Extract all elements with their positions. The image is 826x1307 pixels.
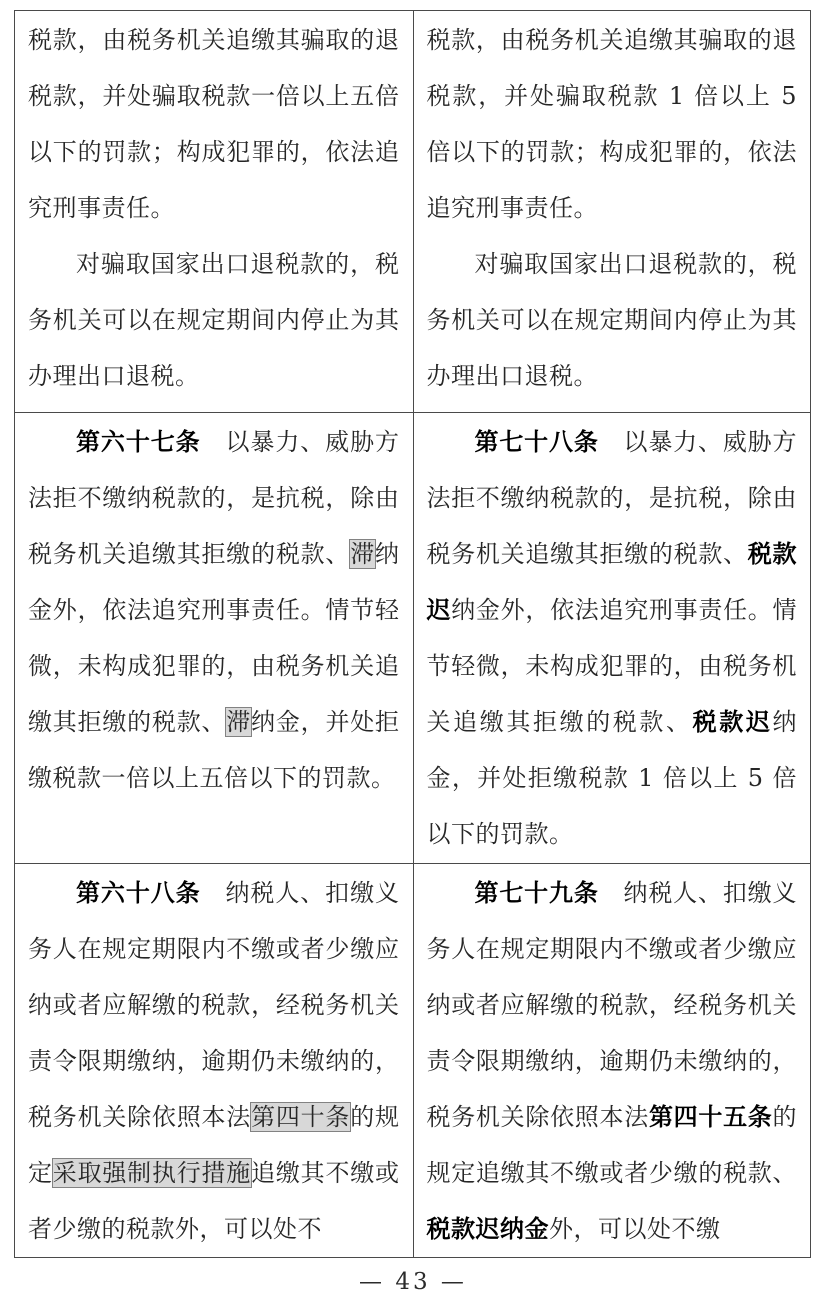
article-number: 第六十七条 [76, 427, 201, 456]
text-run: 以暴力、威胁方法拒不缴纳税款的，是抗税，除由税务机关追缴其拒缴的税款、 [426, 428, 798, 568]
paragraph [427, 414, 798, 862]
article-number: 第七十九条 [474, 878, 599, 907]
highlighted-text: 滞 [350, 540, 376, 568]
article-number: 第六十八条 [76, 878, 201, 907]
text-run: 纳金外，依法追究刑事责任。情节轻微，未构成犯罪的，由税务机关追缴其拒缴的税款、 [426, 596, 798, 736]
bold-text: 税款迟纳金 [426, 1214, 549, 1243]
law-comparison-table [14, 10, 811, 1258]
text-run: 对骗取国家出口退税款的，税务机关可以在规定期间内停止为其办理出口退税。 [426, 250, 797, 390]
bold-text: 税款迟 [692, 707, 773, 736]
highlighted-text: 第四十条 [251, 1103, 351, 1131]
old-text-cell [15, 11, 413, 412]
new-text-cell [413, 413, 811, 863]
text-run: 的规定 [28, 1103, 400, 1187]
paragraph [427, 236, 798, 404]
paragraph [28, 236, 400, 404]
highlighted-text: 采取强制执行措施 [52, 1159, 252, 1187]
text-run: 对骗取国家出口退税款的，税务机关可以在规定期间内停止为其办理出口退税。 [28, 250, 400, 390]
paragraph [28, 414, 400, 806]
text-run: 纳税人、扣缴义务人在规定期限内不缴或者少缴应纳或者应解缴的税款，经税务机关责令限期缴纳，逾期仍未缴纳的，税务机关除依照本法 [28, 879, 400, 1131]
article-number: 第七十八条 [474, 427, 599, 456]
text-run: 追缴其不缴或者少缴的税款外，可以处不 [28, 1159, 400, 1243]
bold-text: 第四十五条 [648, 1102, 773, 1131]
new-text-cell [413, 864, 811, 1257]
paragraph [28, 865, 400, 1257]
page-number: — 43 — [359, 1269, 467, 1295]
old-text-cell [15, 413, 413, 863]
new-text-cell [413, 11, 811, 412]
text-run: 税款，由税务机关追缴其骗取的退税款，并处骗取税款一倍以上五倍以下的罚款；构成犯罪的，依法追究刑事责任。 [28, 26, 400, 222]
paragraph [427, 865, 798, 1257]
table-row [15, 11, 810, 412]
text-run: 税款，由税务机关追缴其骗取的退税款，并处骗取税款 1 倍以上 5 倍以下的罚款；构成犯罪的，依法追究刑事责任。 [426, 26, 797, 222]
text-run: 纳金外，依法追究刑事责任。情节轻微，未构成犯罪的，由税务机关追缴其拒缴的税款、 [28, 540, 400, 736]
paragraph [427, 12, 798, 236]
paragraph [28, 12, 400, 236]
text-run: 纳税人、扣缴义务人在规定期限内不缴或者少缴应纳或者应解缴的税款，经税务机关责令限期缴纳，逾期仍未缴纳的，税务机关除依照本法 [426, 879, 798, 1131]
table-row [15, 863, 810, 1257]
table-row [15, 412, 810, 863]
text-run: 的规定追缴其不缴或者少缴的税款、 [426, 1103, 798, 1187]
text-run: 纳金，并处拒缴税款一倍以上五倍以下的罚款。 [28, 708, 400, 792]
text-run: 外，可以处不缴 [549, 1215, 721, 1243]
old-text-cell [15, 864, 413, 1257]
text-run: 纳金，并处拒缴税款 1 倍以上 5 倍以下的罚款。 [426, 708, 798, 848]
highlighted-text: 滞 [226, 708, 252, 736]
text-run: 以暴力、威胁方法拒不缴纳税款的，是抗税，除由税务机关追缴其拒缴的税款、 [28, 428, 400, 568]
bold-text: 税款迟 [426, 539, 798, 624]
